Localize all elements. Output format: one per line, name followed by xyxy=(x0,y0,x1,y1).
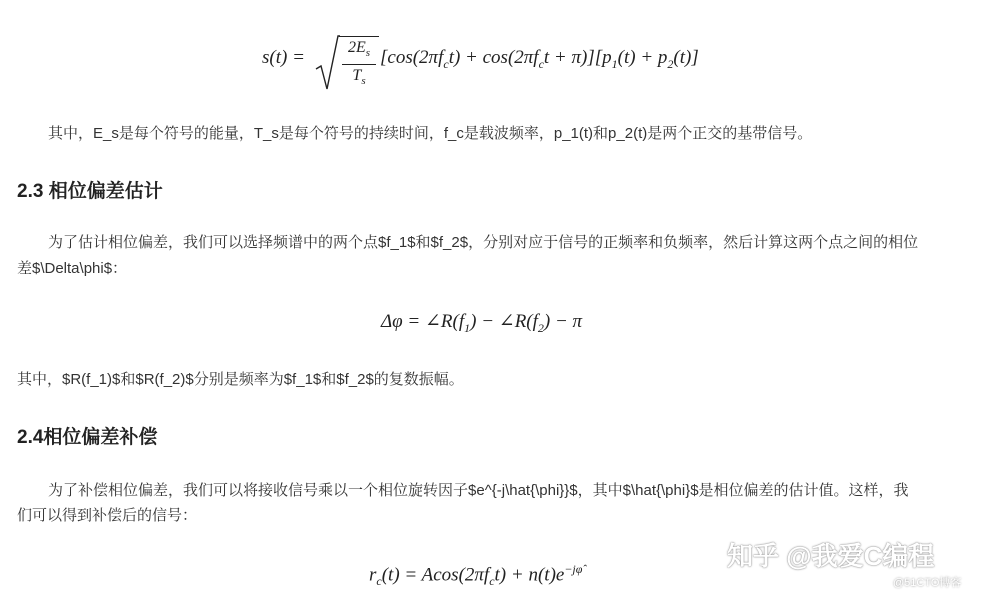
numerator-sub: s xyxy=(365,47,371,60)
paragraph-compensation-line1: 为了补偿相位偏差，我们可以将接收信号乘以一个相位旋转因子$e^{-j\hat{\phi}}$，其中$\hat{\phi}$是相位偏差的估计值。这样，我 xyxy=(48,482,909,499)
denominator-sub: s xyxy=(361,75,366,88)
paragraph-phase-estimation-line1: 为了估计相位偏差，我们可以选择频谱中的两个点$f_1$和$f_2$，分别对应于信号的正频率和负频率，然后计算这两个点之间的相位 xyxy=(48,234,919,251)
fraction xyxy=(342,38,376,91)
compensated-signal-formula: $r_c(t) = Acos(2\pi f_ct) + n(t)e^{-j\varphî}$ xyxy=(369,562,583,589)
heading-2-4: 2.4相位偏差补偿 xyxy=(17,427,158,448)
paragraph-compensation-line2: 们可以得到补偿后的信号： xyxy=(17,507,198,524)
fraction-bar xyxy=(342,64,376,65)
fraction-numerator: 2E xyxy=(347,39,366,56)
signal-rhs: $[\cos(2\pi f_ct) + \cos(2\pi f_ct + \pi)][p_1(t) + p_2(t)]$ xyxy=(380,47,699,71)
phase-difference-formula: $\Delta\varphi = \angle R(f_1)$ − $\angle R(f_2) - \pi$ xyxy=(381,311,583,335)
zhihu-watermark: 知乎 @我爱C编程 xyxy=(727,541,935,571)
paragraph-energy-definition: 其中，E_s是每个符号的能量，T_s是每个符号的持续时间，f_c是载波频率，p_1(t)和p_2(t)是两个正交的基带信号。 xyxy=(48,125,813,142)
paragraph-phase-estimation-line2: 差$\Delta\phi$： xyxy=(17,260,128,277)
signal-lhs: s(t) = xyxy=(262,47,305,68)
signal-formula xyxy=(262,33,742,93)
sqrt-overline xyxy=(339,36,379,37)
51cto-watermark: @51CTO博客 xyxy=(893,577,962,589)
fraction-denominator: T xyxy=(352,67,362,85)
sqrt-sign-icon xyxy=(314,33,340,93)
heading-2-3: 2.3 相位偏差估计 xyxy=(17,181,163,202)
paragraph-complex-amplitude: 其中，$R(f_1)$和$R(f_2)$分别是频率为$f_1$和$f_2$的复数振幅。 xyxy=(17,371,464,388)
